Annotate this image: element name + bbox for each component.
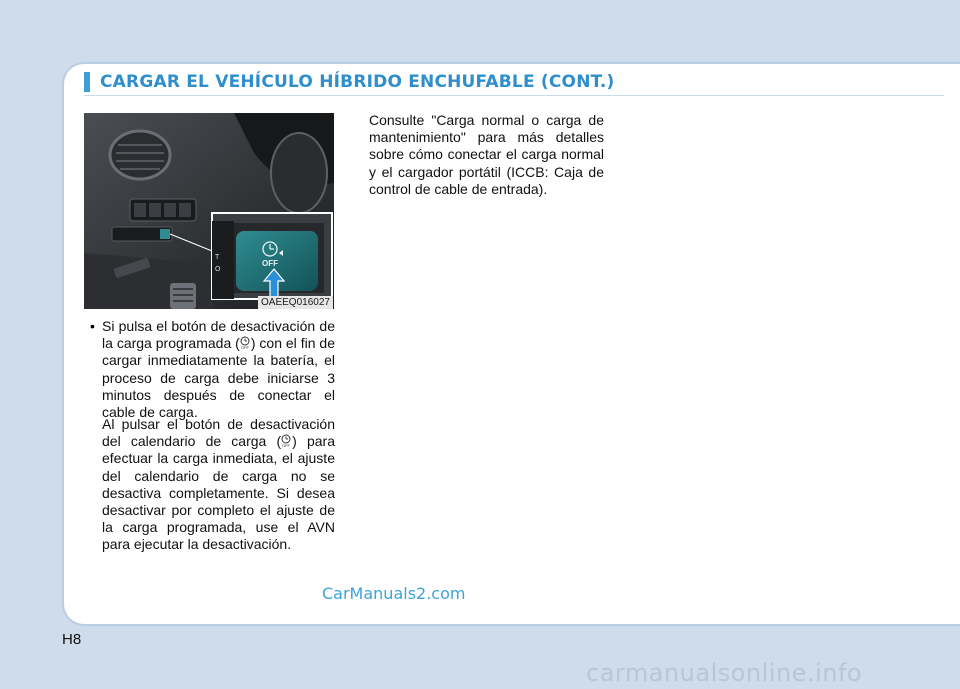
bullet-item — [84, 318, 335, 421]
bullet-text-end: ) con el fin de cargar inmediatamente la batería, el proceso de carga debe iniciarse 3 minutos después de conectar el cable de carga. — [102, 335, 335, 421]
figure-caption: OAEEQ016027 — [258, 296, 333, 309]
para2-text-end: ) para efectuar la carga inmediata, el ajuste del calendario de carga no se desactiva completamente. Si desea desactivar por completo el ajuste de la carga programada, use el AVN para ejecutar la desactivación. — [102, 433, 335, 553]
title-divider — [84, 95, 944, 96]
off-label: OFF — [262, 259, 278, 268]
svg-text:OFF: OFF — [240, 345, 249, 351]
section-title-marker — [84, 72, 90, 92]
svg-text:OFF: OFF — [282, 443, 291, 449]
watermark-link[interactable]: CarManuals2.com — [322, 584, 466, 603]
page-number: H8 — [62, 631, 82, 648]
dashboard-photo — [84, 113, 334, 309]
svg-text:T: T — [215, 254, 220, 261]
svg-text:O: O — [215, 266, 221, 273]
section-title: CARGAR EL VEHÍCULO HÍBRIDO ENCHUFABLE (CONT.) — [100, 72, 615, 92]
charge-schedule-off-icon — [281, 434, 292, 448]
schedule-paragraph — [102, 416, 335, 554]
charge-schedule-off-icon — [240, 336, 251, 350]
reference-paragraph: Consulte "Carga normal o carga de mantenimiento" para más detalles sobre cómo conectar el carga normal y el cargador portátil (ICCB: Caja de control de cable de entrada). — [369, 112, 604, 197]
bullet-text-start: Si pulsa el botón de desactivación de la carga programada ( — [102, 318, 335, 352]
bullet-dot: • — [90, 318, 95, 334]
dashboard-illustration — [84, 113, 334, 309]
bullet-paragraph — [102, 318, 335, 421]
para2-text-start: Al pulsar el botón de desactivación del calendario de carga ( — [102, 416, 335, 450]
footer-site-watermark: carmanualsonline.info — [586, 659, 863, 687]
